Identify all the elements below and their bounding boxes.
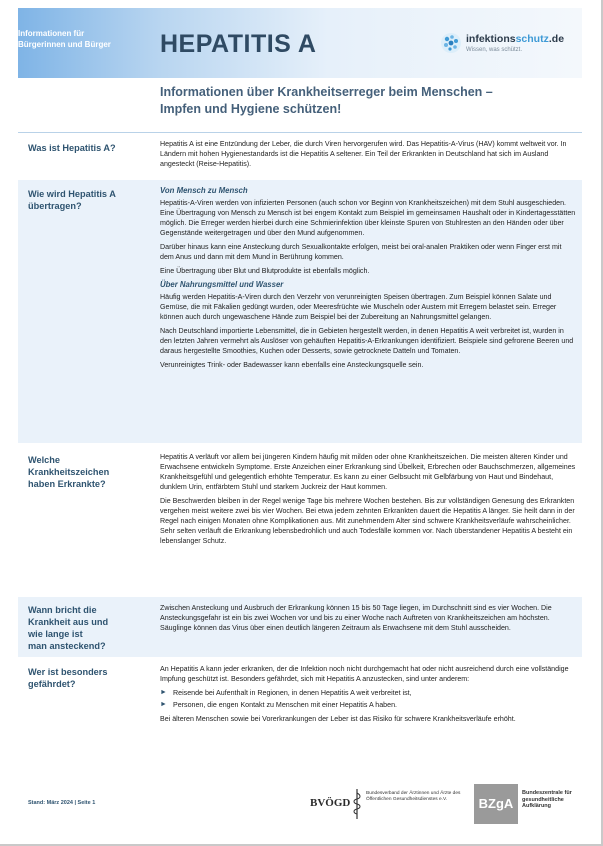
document-subtitle: Informationen über Krankheitserreger beim Menschen – Impfen und Hygiene schützen! xyxy=(160,85,493,116)
answer-gefaehrdet: An Hepatitis A kann jeder erkranken, der die Infektion noch nicht durchgemacht hat oder nicht ausreichend durch eine vollständige Impfung geschützt ist. Besonders gefährdet, sich mit Hepatitis A anzustecken, sind unter anderem: ► Reisende bei Aufenthalt in Regionen, in denen Hepatitis A weit verbreitet ist, ► Personen, die engen Kontakt zu Menschen mit einer Hepatitis A haben. Bei älteren Menschen sowie bei Vorerkrankungen der Leber ist das Risiko für schwere Krankheitsverläufe erhöht. xyxy=(160,664,576,728)
bzga-mark: BZgA xyxy=(474,784,518,824)
bvoegd-logo xyxy=(310,788,460,822)
bzga-name: Bundeszentrale für gesundheitliche Aufklärung xyxy=(522,790,572,809)
subheading-nahrung: Über Nahrungsmittel und Wasser xyxy=(160,280,284,289)
question-was-ist: Was ist Hepatitis A? xyxy=(28,143,116,153)
question-uebertragung: Wie wird Hepatitis A übertragen? xyxy=(28,189,116,211)
infektionsschutz-logo xyxy=(440,30,580,60)
question-krankheitszeichen: Welche Krankheitszeichen haben Erkrankte? xyxy=(28,455,110,489)
audience-tag xyxy=(18,28,140,50)
triangle-bullet-icon: ► xyxy=(160,701,167,708)
aesculapian-staff-icon xyxy=(352,788,362,820)
globe-icon xyxy=(440,32,462,54)
question-gefaehrdet: Wer ist besonders gefährdet? xyxy=(28,667,108,689)
audience-tag-line2: Bürgerinnen und Bürger xyxy=(18,40,111,49)
section-divider xyxy=(18,132,582,133)
document-title: HEPATITIS A xyxy=(160,30,317,58)
bvoegd-wordmark: BVÖGD xyxy=(310,797,351,809)
triangle-bullet-icon: ► xyxy=(160,689,167,696)
list-item: ► Personen, die engen Kontakt zu Menschen mit einer Hepatitis A haben. xyxy=(160,701,397,709)
risk-group-list xyxy=(160,688,576,710)
answer-krankheitszeichen: Hepatitis A verläuft vor allem bei jüngeren Kindern häufig mit milden oder ohne Krankheitszeichen. Die meisten älteren Kinder und Erwachsene entwickeln Symptome. Erste Anzeichen einer Erkrankung sind Übelkeit, Erbrechen oder Bauchschmerzen, allgemeines Krankheitsgefühl und gelegentlich erhöhte Temperatur. Es kann zu einer Gelbsucht mit Gelbfärbung von Haut und Bindehaut, dunklem Urin, entfärbtem Stuhl und starkem Juckreiz der Haut kommen. Die Beschwerden bleiben in der Regel wenige Tage bis mehrere Wochen bestehen. Bis zur vollständigen Genesung des Erkrankten vergehen meist weitere zwei bis vier Wochen. Bei etwa jedem zehnten Erkrankten dauert die Hepatitis A länger. Sie heilt dann in der Regel nach einigen Monaten ohne Komplikationen aus. Mit zunehmendem Alter sind schwere Krankheitsverläufe wahrscheinlicher. Sehr selten verläuft die Erkrankung lebensbedrohlich und auch Todesfälle kommen vor. Nach überstandener Hepatitis A besteht ein lebenslanger Schutz. xyxy=(160,453,576,545)
subheading-mensch: Von Mensch zu Mensch xyxy=(160,186,248,195)
footer-stand: Stand: März 2024 | Seite 1 xyxy=(28,800,96,806)
list-item: ► Reisende bei Aufenthalt in Regionen, in denen Hepatitis A weit verbreitet ist, xyxy=(160,689,412,697)
bzga-logo xyxy=(474,784,584,824)
answer-was-ist: Hepatitis A ist eine Entzündung der Leber, die durch Viren hervorgerufen wird. Das Hepatitis-A-Virus (HAV) kommt weltweit vor. In Ländern mit hohen Hygienestandards ist die Hepatitis A seltener. Ein Teil der Erkrankten in Deutschland hat sich im Ausland angesteckt (Reise-Hepatitis). xyxy=(160,140,567,168)
audience-tag-line1: Informationen für xyxy=(18,29,85,38)
answer-uebertragung: Von Mensch zu Mensch Hepatitis-A-Viren werden von infizierten Personen (auch schon vor Beginn von Krankheitszeichen) mit dem Stuhl ausgeschieden. Eine Übertragung von Mensch zu Mensch ist bei engem Kontakt zum Beispiel im gemeinsamen Haushalt oder in Kindertagesstätten möglich. Die Erreger werden hierbei durch eine Schmierinfektion über kleinste Spuren von Stuhlresten an den Händen oder über Gegenstände weitergetragen und über den Mund aufgenommen. Darüber hinaus kann eine Ansteckung durch Sexualkontakte erfolgen, meist bei oral-analen Praktiken oder wenn Finger erst mit dem Anus und dann mit dem Mund in Berührung kommen. Eine Übertragung über Blut und Blutprodukte ist ebenfalls möglich. Über Nahrungsmittel und Wasser Häufig werden Hepatitis-A-Viren durch den Verzehr von verunreinigten Speisen übertragen. Zum Beispiel können Salate und Gemüse, die mit Fäkalien gedüngt wurden, oder Meeresfrüchte wie Muscheln oder Austern mit Erregern belastet sein. Erreger können auch durch ungewaschene Hände zum Beispiel bei der Zubereitung an Nahrungsmittel gelangen. Nach Deutschland importierte Lebensmittel, die in Gebieten hergestellt werden, in denen Hepatitis A weit verbreitet ist, wurden in den letzten Jahren vermehrt als Auslöser von gehäuften Hepatitis-A-Erkrankungen identifiziert. Beispiele sind gefrorene Beeren und daraus hergestellte Smoothies, Kuchen oder Desserts, sowie getrocknete Datteln und Tomaten. Verunreinigtes Trink- oder Badewasser kann ebenfalls eine Ansteckungsquelle sein. xyxy=(160,186,576,369)
question-ansteckend: Wann bricht die Krankheit aus und wie lange ist man ansteckend? xyxy=(28,605,109,651)
answer-ansteckend: Zwischen Ansteckung und Ausbruch der Erkrankung können 15 bis 50 Tage liegen, im Durchschnitt sind es vier Wochen. Die Ansteckungsgefahr ist ein bis zwei Wochen vor und bis zu einer Woche nach Auftreten von Krankheitszeichen am höchsten. Säuglinge können das Virus über einen deutlich längeren Zeitraum als Erwachsene mit dem Stuhl ausscheiden. xyxy=(160,604,552,632)
logo-wordmark: infektionsschutz.de xyxy=(466,33,565,45)
bvoegd-name: Bundesverband der Ärztinnen und Ärzte des Öffentlichen Gesundheitsdienstes e.V. xyxy=(366,791,461,802)
logo-tagline: Wissen, was schützt. xyxy=(466,47,523,53)
